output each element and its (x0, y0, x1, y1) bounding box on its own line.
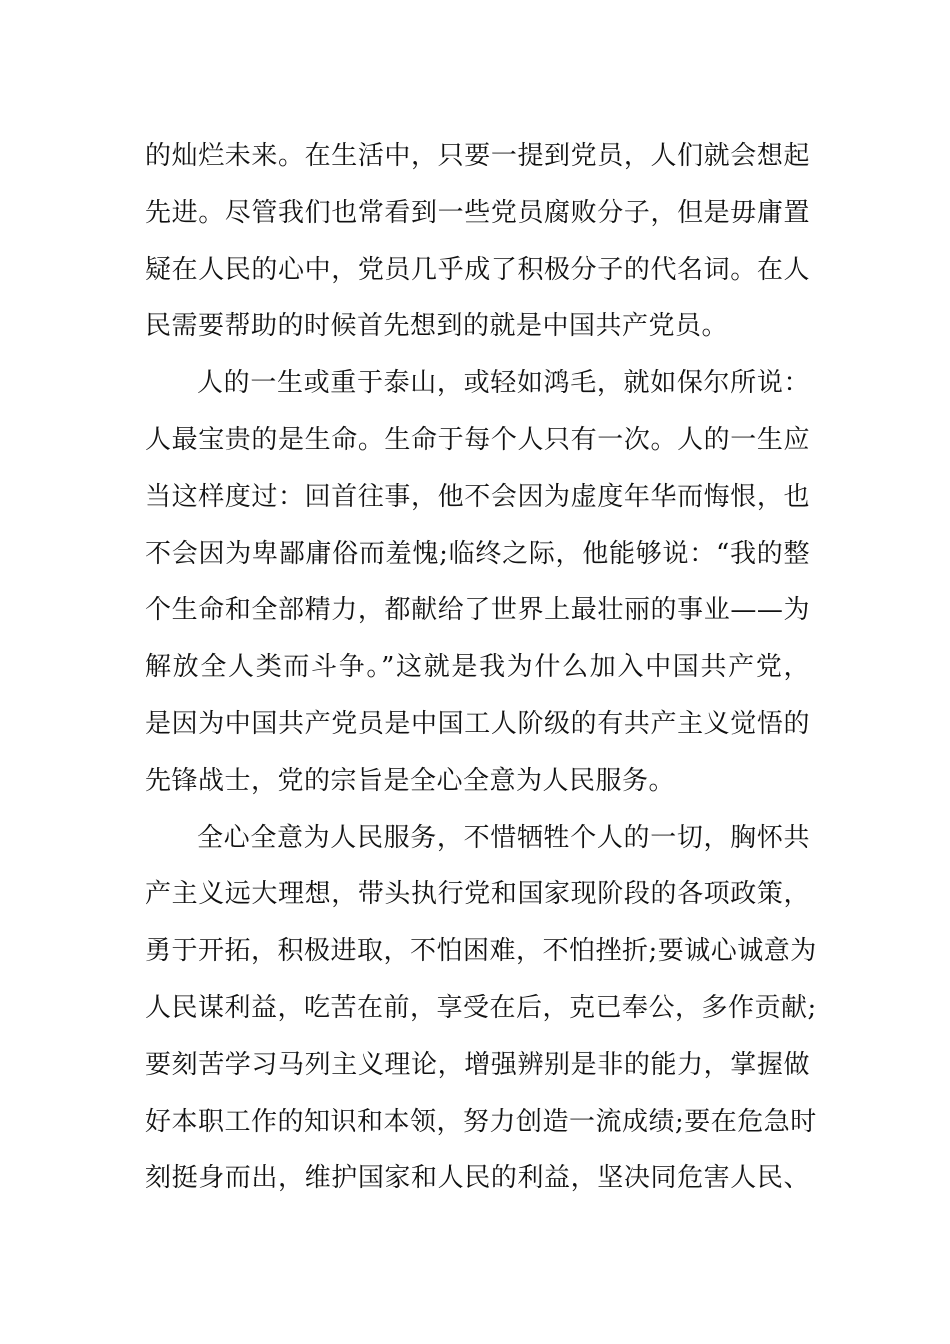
text-line: 的灿烂未来。在生活中，只要一提到党员，人们就会想起 (145, 141, 810, 171)
text-line: 全心全意为人民服务，不惜牺牲个人的一切，胸怀共 (197, 822, 810, 853)
text-line: 是因为中国共产党员是中国工人阶级的有共产主义觉悟的 (145, 708, 810, 739)
text-line: 个生命和全部精力，都献给了世界上最壮丽的事业——为 (145, 595, 810, 626)
paragraph-1 (145, 128, 810, 355)
text-line: 民需要帮助的时候首先想到的就是中国共产党员。 (145, 311, 729, 342)
paragraph-2 (145, 355, 810, 809)
text-line: 人最宝贵的是生命。生命于每个人只有一次。人的一生应 (145, 424, 810, 455)
text-line: 产主义远大理想，带头执行党和国家现阶段的各项政策， (145, 879, 810, 910)
text-line: 疑在人民的心中，党员几乎成了积极分子的代名词。在人 (145, 254, 810, 285)
text-line: 要刻苦学习马列主义理论，增强辨别是非的能力，掌握做 (145, 1049, 810, 1080)
paragraph-3 (145, 810, 817, 1208)
text-line: 刻挺身而出，维护国家和人民的利益，坚决同危害人民、 (145, 1163, 810, 1194)
text-line: 解放全人类而斗争。”这就是我为什么加入中国共产党， (145, 652, 810, 683)
text-line: 当这样度过：回首往事，他不会因为虚度年华而悔恨，也 (145, 481, 810, 512)
text-line: 人的一生或重于泰山，或轻如鸿毛，就如保尔所说： (197, 368, 810, 399)
text-line: 先锋战士，党的宗旨是全心全意为人民服务。 (145, 765, 676, 796)
text-line: 勇于开拓，积极进取，不怕困难，不怕挫折;要诚心诚意为 (145, 936, 817, 967)
text-line: 先进。尽管我们也常看到一些党员腐败分子，但是毋庸置 (145, 197, 810, 228)
document-body (145, 128, 817, 1207)
text-line: 人民谋利益，吃苦在前，享受在后，克已奉公，多作贡献; (145, 992, 817, 1023)
text-line: 好本职工作的知识和本领，努力创造一流成绩;要在危急时 (145, 1106, 817, 1137)
text-line: 不会因为卑鄙庸俗而羞愧;临终之际，他能够说：“我的整 (145, 538, 810, 569)
